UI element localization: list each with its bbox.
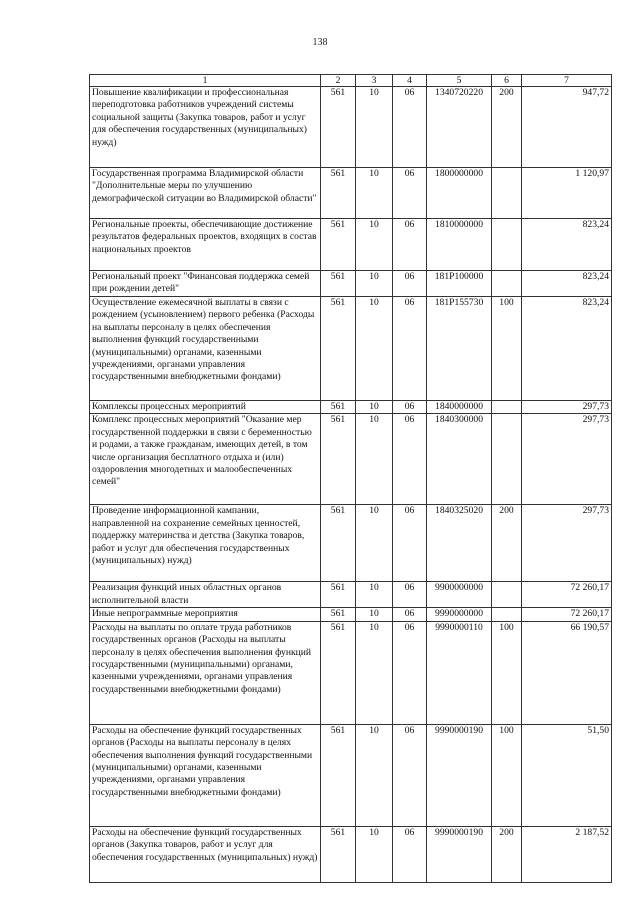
- row-col6: 200: [492, 826, 522, 882]
- row-col6: [492, 168, 522, 219]
- row-col3: 10: [356, 414, 393, 505]
- table-header-row: [90, 75, 612, 87]
- row-col5: 9990000000: [427, 608, 492, 621]
- table-row: [90, 168, 612, 219]
- row-col3: 10: [356, 582, 393, 608]
- table-row: [90, 271, 612, 297]
- row-col6: [492, 582, 522, 608]
- row-col5: 1810000000: [427, 219, 492, 271]
- row-col4: 06: [393, 621, 427, 724]
- row-amount: 1 120,97: [522, 168, 612, 219]
- row-col5: 9990000190: [427, 826, 492, 882]
- row-col2: 561: [321, 414, 356, 505]
- row-col3: 10: [356, 724, 393, 826]
- table-row: [90, 297, 612, 401]
- row-amount: 823,24: [522, 271, 612, 297]
- row-col2: 561: [321, 297, 356, 401]
- column-header: 1: [90, 75, 321, 87]
- row-name: Реализация функций иных областных органов исполнительной власти: [90, 582, 321, 608]
- row-col4: 06: [393, 724, 427, 826]
- row-col5: 9990000190: [427, 724, 492, 826]
- row-amount: 72 260,17: [522, 582, 612, 608]
- row-col3: 10: [356, 608, 393, 621]
- column-header: 4: [393, 75, 427, 87]
- table-row: [90, 219, 612, 271]
- row-col3: 10: [356, 505, 393, 582]
- row-col3: 10: [356, 297, 393, 401]
- row-col4: 06: [393, 826, 427, 882]
- column-header: 6: [492, 75, 522, 87]
- row-col6: 200: [492, 505, 522, 582]
- table-row: [90, 582, 612, 608]
- row-amount: 823,24: [522, 219, 612, 271]
- row-col4: 06: [393, 297, 427, 401]
- table-row: [90, 505, 612, 582]
- row-col3: 10: [356, 401, 393, 414]
- row-col6: 100: [492, 724, 522, 826]
- row-amount: 297,73: [522, 505, 612, 582]
- row-col2: 561: [321, 401, 356, 414]
- row-col5: 9900000000: [427, 582, 492, 608]
- column-header: 7: [522, 75, 612, 87]
- row-amount: 72 260,17: [522, 608, 612, 621]
- row-amount: 51,50: [522, 724, 612, 826]
- row-col5: 1840000000: [427, 401, 492, 414]
- table-row: [90, 826, 612, 882]
- row-col4: 06: [393, 219, 427, 271]
- row-col4: 06: [393, 608, 427, 621]
- row-col3: 10: [356, 87, 393, 168]
- row-col6: [492, 414, 522, 505]
- budget-table: [89, 74, 612, 883]
- row-name: Повышение квалификации и профессиональная переподготовка работников учреждений системы социальной защиты (Закупка товаров, работ и услуг для обеспечения государственных (муниципальных) нужд): [90, 87, 321, 168]
- row-col4: 06: [393, 271, 427, 297]
- row-col2: 561: [321, 582, 356, 608]
- row-col2: 561: [321, 219, 356, 271]
- row-col2: 561: [321, 724, 356, 826]
- column-header: 2: [321, 75, 356, 87]
- row-name: Комплекс процессных мероприятий "Оказание мер государственной поддержки в связи с беременностью и родами, а также гражданам, имеющих детей, в том числе организация бесплатного отдыха и (или) оздоровления многодетных и малообеспеченных семей": [90, 414, 321, 505]
- row-col5: 1840300000: [427, 414, 492, 505]
- row-col3: 10: [356, 271, 393, 297]
- row-name: Региональные проекты, обеспечивающие достижение результатов федеральных проектов, входящих в состав национальных проектов: [90, 219, 321, 271]
- table-row: [90, 724, 612, 826]
- row-col6: 100: [492, 621, 522, 724]
- column-header: 5: [427, 75, 492, 87]
- row-name: Проведение информационной кампании, направленной на сохранение семейных ценностей, поддержку материнства и детства (Закупка товаров, работ и услуг для обеспечения государственных (муниципальных) нужд): [90, 505, 321, 582]
- table-row: [90, 608, 612, 621]
- row-name: Расходы на выплаты по оплате труда работников государственных органов (Расходы на выплаты персоналу в целях обеспечения выполнения функций государственными (муниципальными) органами, казенными учреждениями, органами управления государственными внебюджетными фондами): [90, 621, 321, 724]
- row-col4: 06: [393, 401, 427, 414]
- row-name: Иные непрограммные мероприятия: [90, 608, 321, 621]
- row-col4: 06: [393, 582, 427, 608]
- table-row: [90, 401, 612, 414]
- table-row: [90, 414, 612, 505]
- row-col6: [492, 401, 522, 414]
- row-col2: 561: [321, 826, 356, 882]
- row-col5: 181Р155730: [427, 297, 492, 401]
- row-name: Государственная программа Владимирской области "Дополнительные меры по улучшению демографической ситуации во Владимирской области": [90, 168, 321, 219]
- row-col2: 561: [321, 621, 356, 724]
- row-col5: 181Р100000: [427, 271, 492, 297]
- row-name: Осуществление ежемесячной выплаты в связи с рождением (усыновлением) первого ребенка (Расходы на выплаты персоналу в целях обеспечения выполнения функций государственными (муниципальными) органами, казенными учреждениями, органами управления государственными внебюджетными фондами): [90, 297, 321, 401]
- column-header: 3: [356, 75, 393, 87]
- row-col6: [492, 608, 522, 621]
- page-number: 138: [312, 37, 328, 48]
- row-name: Расходы на обеспечение функций государственных органов (Расходы на выплаты персоналу в целях обеспечения выполнения функций государственными (муниципальными) органами, казенными учреждениями, органами управления государственными внебюджетными фондами): [90, 724, 321, 826]
- row-name: Региональный проект "Финансовая поддержка семей при рождении детей": [90, 271, 321, 297]
- row-amount: 2 187,52: [522, 826, 612, 882]
- row-amount: 823,24: [522, 297, 612, 401]
- row-col4: 06: [393, 87, 427, 168]
- row-amount: 947,72: [522, 87, 612, 168]
- row-col2: 561: [321, 168, 356, 219]
- row-name: Комплексы процессных мероприятий: [90, 401, 321, 414]
- row-col6: 100: [492, 297, 522, 401]
- row-col4: 06: [393, 168, 427, 219]
- row-col6: [492, 219, 522, 271]
- row-col3: 10: [356, 219, 393, 271]
- row-col5: 1840325020: [427, 505, 492, 582]
- row-col2: 561: [321, 87, 356, 168]
- row-col6: 200: [492, 87, 522, 168]
- row-col5: 1800000000: [427, 168, 492, 219]
- row-col3: 10: [356, 826, 393, 882]
- table-row: [90, 87, 612, 168]
- row-col3: 10: [356, 168, 393, 219]
- row-col3: 10: [356, 621, 393, 724]
- table-row: [90, 621, 612, 724]
- row-col4: 06: [393, 505, 427, 582]
- row-name: Расходы на обеспечение функций государственных органов (Закупка товаров, работ и услуг для обеспечения государственных (муниципальных) нужд): [90, 826, 321, 882]
- row-col5: 1340720220: [427, 87, 492, 168]
- row-col2: 561: [321, 271, 356, 297]
- row-amount: 297,73: [522, 414, 612, 505]
- row-col6: [492, 271, 522, 297]
- row-amount: 297,73: [522, 401, 612, 414]
- row-col2: 561: [321, 608, 356, 621]
- row-col4: 06: [393, 414, 427, 505]
- row-amount: 66 190,57: [522, 621, 612, 724]
- row-col5: 9990000110: [427, 621, 492, 724]
- row-col2: 561: [321, 505, 356, 582]
